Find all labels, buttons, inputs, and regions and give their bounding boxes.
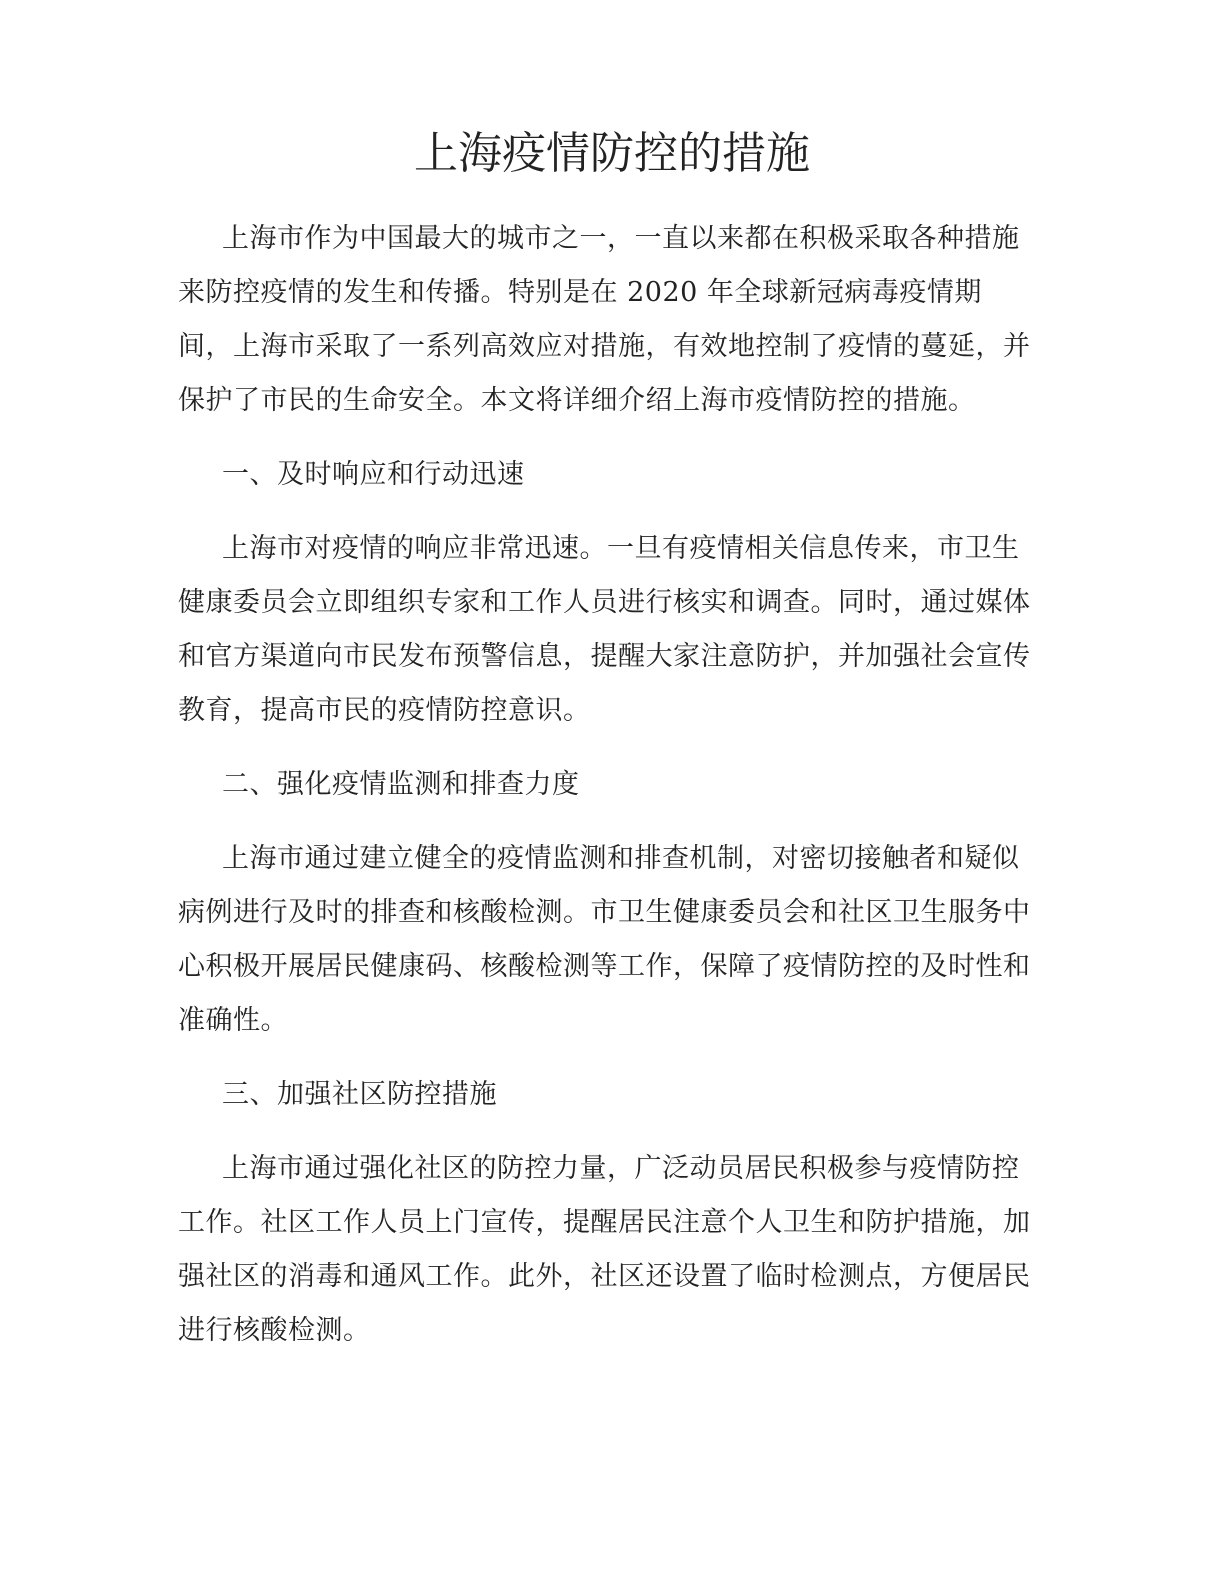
section-paragraph-1: 上海市对疫情的响应非常迅速。一旦有疫情相关信息传来，市卫生健康委员会立即组织专家和工作人员进行核实和调查。同时，通过媒体和官方渠道向市民发布预警信息，提醒大家注意防护，并加强社会宣传教育，提高市民的疫情防控意识。: [178, 533, 1031, 726]
document-title: 上海疫情防控的措施: [414, 128, 810, 179]
section-paragraph-2: 上海市通过建立健全的疫情监测和排查机制，对密切接触者和疑似病例进行及时的排查和核酸检测。市卫生健康委员会和社区卫生服务中心积极开展居民健康码、核酸检测等工作，保障了疫情防控的及时性和准确性。: [178, 843, 1031, 1036]
intro-paragraph: 上海市作为中国最大的城市之一，一直以来都在积极采取各种措施来防控疫情的发生和传播。特别是在 2020 年全球新冠病毒疫情期间，上海市采取了一系列高效应对措施，有效地控制了疫情的蔓延，并保护了市民的生命安全。本文将详细介绍上海市疫情防控的措施。: [178, 223, 1031, 416]
section-heading-2: 二、强化疫情监测和排查力度: [222, 769, 580, 800]
section-paragraph-3: 上海市通过强化社区的防控力量，广泛动员居民积极参与疫情防控工作。社区工作人员上门宣传，提醒居民注意个人卫生和防护措施，加强社区的消毒和通风工作。此外，社区还设置了临时检测点，方便居民进行核酸检测。: [178, 1153, 1031, 1346]
section-heading-3: 三、加强社区防控措施: [222, 1079, 497, 1110]
section-heading-1: 一、及时响应和行动迅速: [222, 459, 525, 490]
